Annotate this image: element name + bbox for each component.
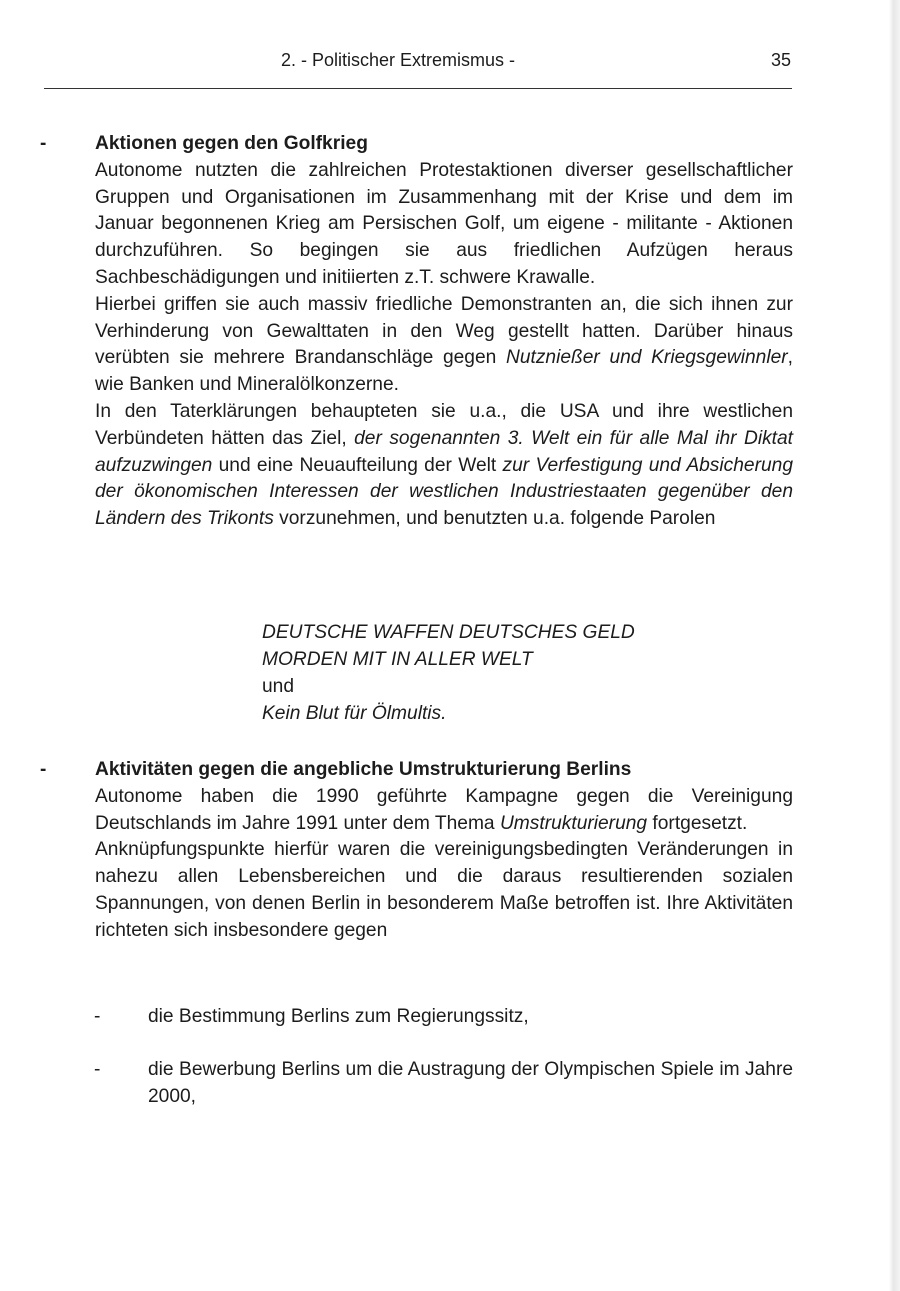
slogan-block	[262, 619, 635, 727]
slogan-line: MORDEN MIT IN ALLER WELT	[262, 649, 533, 670]
paragraph-text: , wie Banken und Mineralölkonzerne.	[95, 347, 793, 396]
paragraph	[95, 399, 793, 533]
paragraph-text: In den Taterklärungen behaupteten sie u.a., die USA und ihre westlichen Verbündeten hätten das Ziel,	[95, 400, 793, 449]
paragraph	[95, 158, 793, 292]
section-heading: Aktivitäten gegen die angebliche Umstrukturierung Berlins	[95, 759, 632, 780]
paragraph-text: Hierbei griffen sie auch massiv friedliche Demonstranten an, die sich ihnen zur Verhinderung von Gewalttaten in den Weg gestellt hatten. Darüber hinaus verübten sie mehrere Brandanschläge gegen	[95, 293, 793, 369]
page-edge-shadow	[889, 0, 900, 1291]
running-header	[95, 50, 791, 74]
paragraph-text: und eine Neuaufteilung der Welt	[212, 454, 503, 476]
list-item	[94, 1004, 793, 1031]
page-number: 35	[770, 50, 791, 70]
header-rule	[44, 88, 792, 89]
emphasis-text: zur Verfestigung und Absicherung der ökonomischen Interessen der westlichen Industriestaaten gegenüber den Ländern des Trikonts	[95, 454, 794, 530]
paragraph-text: vorzunehmen, und benutzten u.a. folgende Parolen	[273, 508, 716, 530]
list-item-text: die Bestimmung Berlins zum Regierungssitz,	[148, 1006, 529, 1027]
paragraph	[95, 837, 793, 944]
paragraph-text: fortgesetzt.	[647, 812, 748, 834]
section-umstrukturierung	[40, 757, 793, 945]
paragraph-text: Autonome haben die 1990 geführte Kampagne gegen die Vereinigung Deutschlands im Jahre 1991 unter dem Thema	[95, 785, 793, 834]
slogan-line: DEUTSCHE WAFFEN DEUTSCHES GELD	[262, 622, 635, 643]
list-item	[94, 1057, 793, 1111]
paragraph	[95, 784, 793, 838]
list-dash: -	[94, 1059, 101, 1080]
section-bullet: -	[40, 133, 47, 154]
section-heading: Aktionen gegen den Golfkrieg	[95, 133, 368, 154]
emphasis-text: Umstrukturierung	[499, 812, 648, 834]
paragraph	[95, 292, 793, 399]
section-bullet: -	[40, 759, 47, 780]
list-dash: -	[94, 1006, 101, 1027]
paragraph-text: Anknüpfungspunkte hierfür waren die vereinigungsbedingten Veränderungen in nahezu allen Lebensbereichen und die daraus resultierenden sozialen Spannungen, von denen Berlin in besonderem Maße betroffen ist. Ihre Aktivitäten richteten sich insbesondere gegen	[95, 839, 793, 941]
slogan-connector: und	[262, 676, 295, 697]
section-golfkrieg	[40, 131, 794, 533]
emphasis-text: der sogenannten 3. Welt ein für alle Mal ihr Diktat aufzuzwingen	[95, 427, 794, 476]
running-title: 2. - Politischer Extremismus -	[281, 50, 516, 70]
slogan-line: Kein Blut für Ölmultis.	[262, 703, 447, 724]
paragraph-text: Autonome nutzten die zahlreichen Protestaktionen diverser gesellschaftlicher Gruppen und Organisationen im Zusammenhang mit der Krise und dem im Januar begonnenen Krieg am Persischen Golf, um eigene - militante - Aktionen durchzuführen. So begingen sie aus friedlichen Aufzügen heraus Sachbeschädigungen und initiierten z.T. schwere Krawalle.	[95, 159, 793, 288]
list-item-text: die Bewerbung Berlins um die Austragung der Olympischen Spiele im Jahre 2000,	[148, 1059, 793, 1107]
emphasis-text: Nutznießer und Kriegsgewinnler	[505, 347, 788, 369]
